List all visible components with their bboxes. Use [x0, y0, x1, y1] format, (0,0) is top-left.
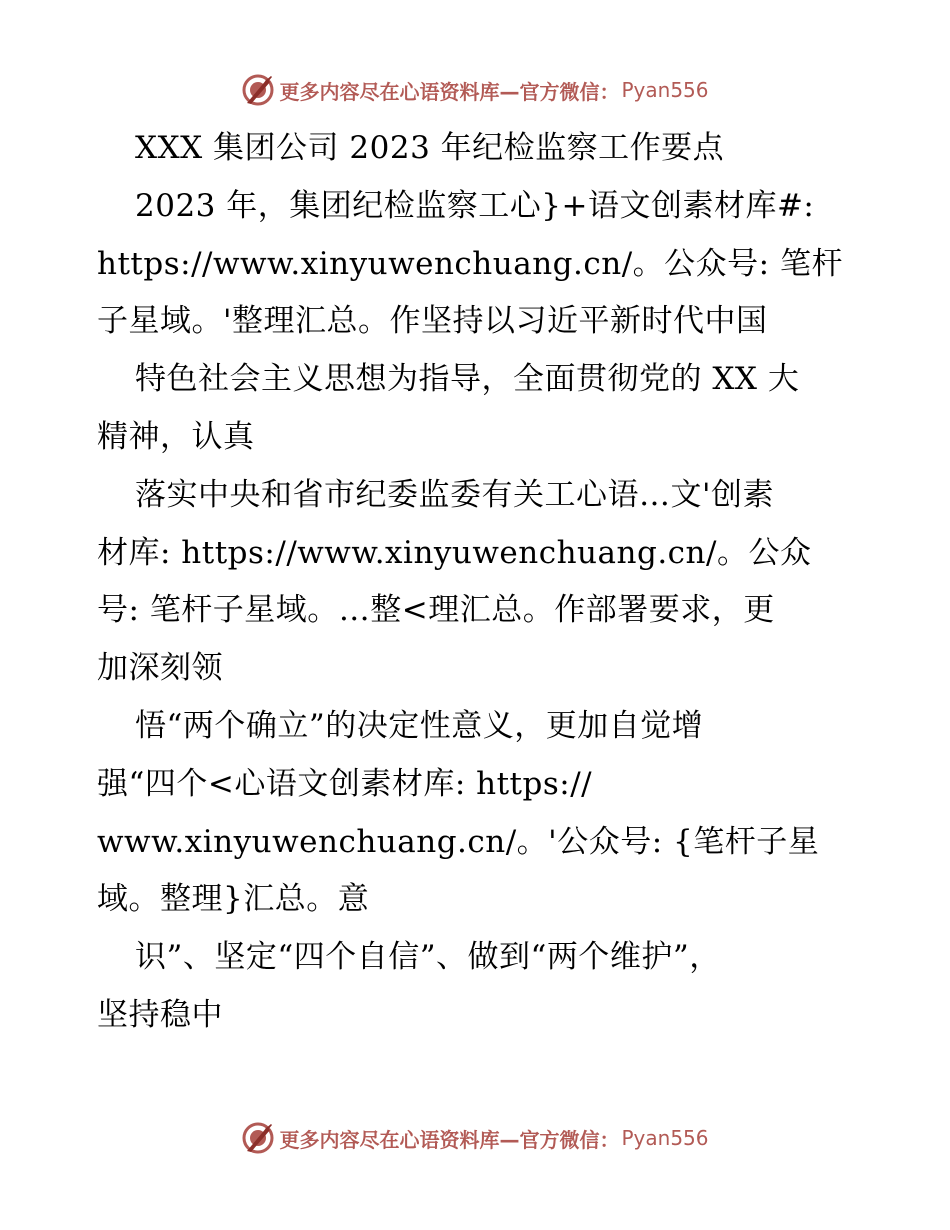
header-banner	[0, 70, 950, 110]
document-line: 号: 笔杆子星域。…整<理汇总。作部署要求，更	[97, 592, 775, 629]
document-line: 精神，认真	[97, 418, 255, 455]
banner-wechat-id: Pyan556	[621, 78, 709, 102]
document-line: 落实中央和省市纪委监委有关工心语…文'创素	[135, 476, 775, 513]
document-line: 2023 年，集团纪检监察工心}+语文创素材库#:	[135, 187, 815, 224]
banner-wechat-id: Pyan556	[621, 1126, 709, 1150]
banner-text: 更多内容尽在心语资料库—官方微信：	[279, 79, 620, 104]
document-line: 材库: https://www.xinyuwenchuang.cn/。公众	[97, 534, 812, 571]
document-line: 坚持稳中	[97, 996, 223, 1033]
document-line: 强“四个<心语文创素材库: https://	[97, 765, 593, 802]
document-line: 特色社会主义思想为指导，全面贯彻党的 XX 大	[135, 361, 800, 398]
document-line: 加深刻领	[97, 650, 223, 687]
document-line: 子星域。'整理汇总。作坚持以习近平新时代中国	[97, 303, 768, 340]
document-line: XXX 集团公司 2023 年纪检监察工作要点	[135, 130, 725, 166]
document-line: 识”、坚定“四个自信”、做到“两个维护”，	[135, 939, 721, 976]
banner-text: 更多内容尽在心语资料库—官方微信：	[279, 1127, 620, 1152]
footer-banner	[0, 1118, 950, 1158]
document-line: 悟“两个确立”的决定性意义，更加自觉增	[135, 707, 704, 744]
quill-seal-icon	[241, 1121, 275, 1155]
document-line: https://www.xinyuwenchuang.cn/。公众号: 笔杆	[97, 245, 843, 282]
document-line: 域。整理}汇总。意	[97, 881, 370, 918]
document-body	[97, 120, 867, 1045]
document-line: www.xinyuwenchuang.cn/。'公众号: {笔杆子星	[97, 823, 820, 860]
quill-seal-icon	[241, 73, 275, 107]
